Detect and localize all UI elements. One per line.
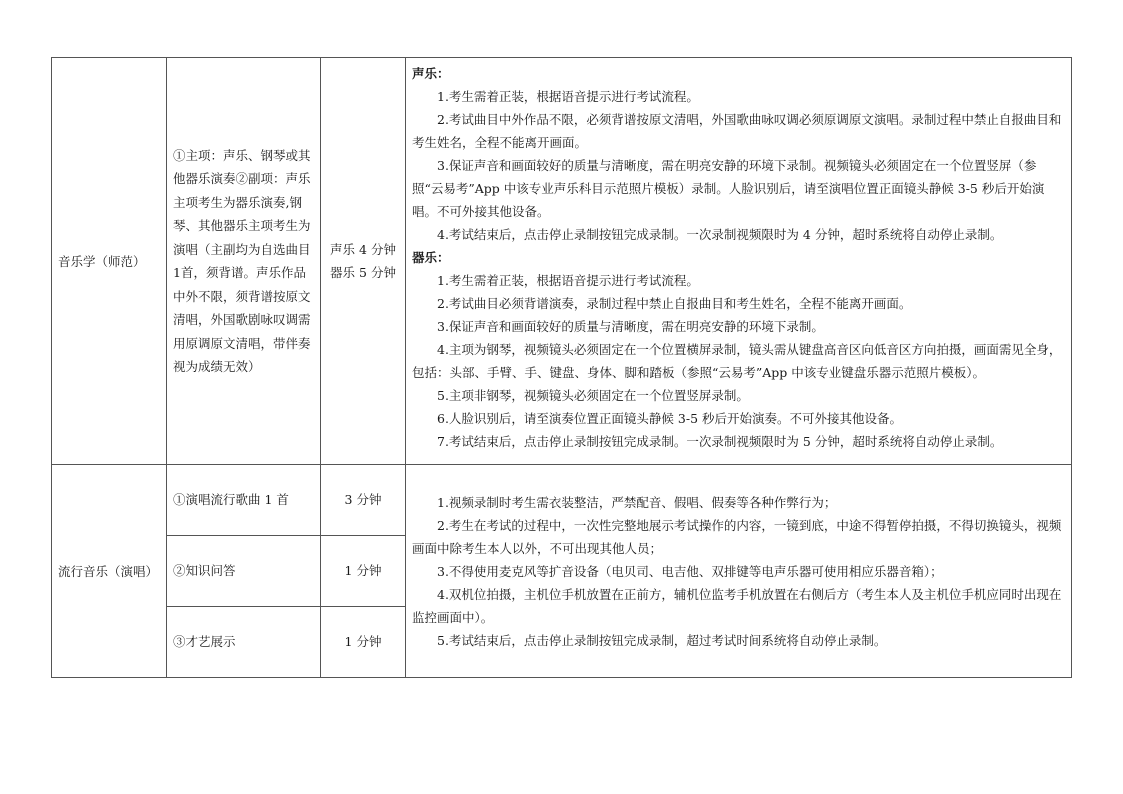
instrument-req-4: 4.主项为钢琴，视频镜头必须固定在一个位置横屏录制，镜头需从键盘高音区向低音区方向拍摄，画面需见全身，包括：头部、手臂、手、键盘、身体、脚和踏板（参照“云易考”App 中该专业键盘乐器示范照片模板）。: [412, 342, 1062, 380]
vocal-req-2: 2.考试曲目中外作品不限，必须背谱按原文清唱，外国歌曲咏叹调必须原调原文演唱。录制过程中禁止自报曲目和考生姓名，全程不能离开画面。: [412, 112, 1062, 150]
time-vocal: 声乐 4 分钟: [330, 241, 396, 257]
vocal-req-1: 1.考生需着正装，根据语音提示进行考试流程。: [437, 89, 699, 104]
vocal-req-3: 3.保证声音和画面较好的质量与清晰度，需在明亮安静的环境下录制。视频镜头必须固定在一个位置竖屏（参照“云易考”App 中该专业声乐科目示范照片模板）录制。人脸识别后，请至演唱位置正面镜头静候 3-5 秒后开始演唱。不可外接其他设备。: [412, 158, 1045, 219]
table-row: [52, 465, 1072, 536]
requirements-cell: [406, 58, 1072, 465]
instrument-req-3: 3.保证声音和画面较好的质量与清晰度，需在明亮安静的环境下录制。: [437, 319, 824, 334]
major-cell: 音乐学（师范）: [52, 58, 167, 465]
time-cell: [321, 58, 406, 465]
instrument-req-7: 7.考试结束后，点击停止录制按钮完成录制。一次录制视频限时为 5 分钟，超时系统将自动停止录制。: [437, 434, 1003, 449]
pop-req-4: 4.双机位拍摄，主机位手机放置在正前方，辅机位监考手机放置在右侧后方（考生本人及主机位手机应同时出现在监控画面中）。: [412, 586, 1062, 625]
instrument-req-2: 2.考试曲目必须背谱演奏，录制过程中禁止自报曲目和考生姓名，全程不能离开画面。: [437, 296, 912, 311]
item-cell: ①演唱流行歌曲 1 首: [167, 465, 321, 536]
instrument-req-1: 1.考生需着正装，根据语音提示进行考试流程。: [437, 273, 699, 288]
pop-req-5: 5.考试结束后，点击停止录制按钮完成录制，超过考试时间系统将自动停止录制。: [437, 632, 887, 648]
instrument-req-6: 6.人脸识别后，请至演奏位置正面镜头静候 3-5 秒后开始演奏。不可外接其他设备。: [437, 411, 903, 426]
item-cell: ③才艺展示: [167, 607, 321, 678]
major-cell: 流行音乐（演唱）: [52, 465, 167, 678]
exam-requirements-table: [51, 57, 1072, 678]
time-instrument: 器乐 5 分钟: [330, 265, 396, 280]
items-cell: ①主项：声乐、钢琴或其他器乐演奏②副项：声乐主项考生为器乐演奏,钢琴、其他器乐主项考生为演唱（主副均为自选曲目1首，须背谱。声乐作品中外不限，须背谱按原文清唱，外国歌剧咏叹调需用原调原文清唱，带伴奏视为成绩无效）: [167, 58, 321, 465]
vocal-req-4: 4.考试结束后，点击停止录制按钮完成录制。一次录制视频限时为 4 分钟，超时系统将自动停止录制。: [437, 227, 1003, 242]
instrument-heading: 器乐：: [412, 250, 450, 265]
pop-req-3: 3.不得使用麦克风等扩音设备（电贝司、电吉他、双排键等电声乐器可使用相应乐器音箱）；: [437, 563, 943, 579]
item-cell: ②知识问答: [167, 536, 321, 607]
requirements-cell: [406, 465, 1072, 678]
time-cell: 3 分钟: [321, 465, 406, 536]
time-cell: 1 分钟: [321, 607, 406, 678]
vocal-heading: 声乐：: [412, 66, 450, 81]
pop-req-2: 2.考生在考试的过程中，一次性完整地展示考试操作的内容，一镜到底，中途不得暂停拍摄，不得切换镜头，视频画面中除考生本人以外，不可出现其他人员；: [412, 517, 1062, 556]
table-row: [52, 58, 1072, 465]
time-cell: 1 分钟: [321, 536, 406, 607]
pop-req-1: 1.视频录制时考生需衣装整洁，严禁配音、假唱、假奏等各种作弊行为；: [437, 494, 837, 510]
instrument-req-5: 5.主项非钢琴，视频镜头必须固定在一个位置竖屏录制。: [437, 388, 749, 403]
